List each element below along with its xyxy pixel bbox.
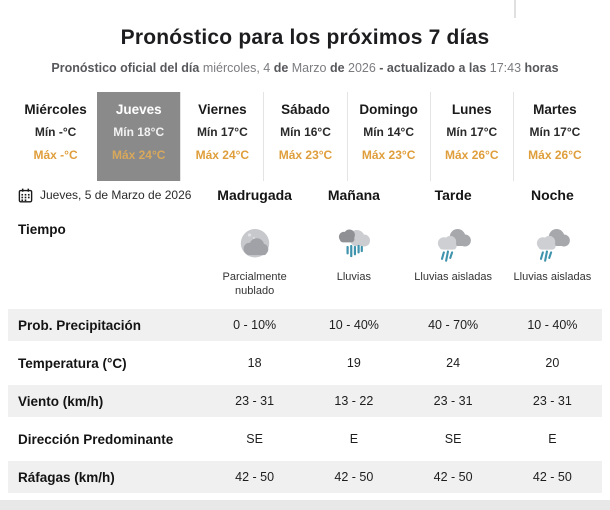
cell-value: 19 — [346, 356, 361, 370]
tab-day-label: Martes — [533, 102, 577, 117]
tab-max-temp: Máx 24°C — [195, 148, 250, 162]
cell-value: 24 — [446, 356, 461, 370]
subtitle-segment: 17:43 — [489, 61, 525, 75]
tab-max-temp: Máx 23°C — [278, 148, 333, 162]
tab-min-temp: Mín 14°C — [363, 125, 415, 139]
tab-lunes[interactable] — [430, 92, 513, 181]
divider — [514, 0, 516, 18]
column-header-manana: Mañana — [327, 187, 380, 203]
tab-min-temp: Mín 18°C — [113, 125, 165, 139]
forecast-subtitle — [0, 61, 610, 75]
cell-value: 42 - 50 — [532, 470, 572, 484]
cell-value: E — [349, 432, 359, 446]
row-label: Temperatura (°C) — [18, 355, 127, 371]
tab-jueves[interactable] — [97, 92, 180, 181]
column-header-noche: Noche — [530, 187, 574, 203]
selected-date — [18, 187, 191, 203]
tiempo-cells — [205, 224, 602, 298]
tab-max-temp: Máx 26°C — [528, 148, 582, 162]
cell-value: 10 - 40% — [527, 318, 578, 332]
tab-day-label: Miércoles — [24, 102, 87, 117]
weather-cell-noche — [503, 224, 602, 298]
weather-caption: Lluvias aisladas — [513, 271, 592, 283]
tab-max-temp: Máx 26°C — [445, 148, 499, 162]
column-header-madrugada: Madrugada — [217, 187, 292, 203]
cell-value: 42 - 50 — [235, 470, 275, 484]
subtitle-segment: de — [273, 61, 292, 75]
column-header-tarde: Tarde — [434, 187, 472, 203]
subtitle-segment: de — [329, 61, 349, 75]
tab-max-temp: Máx 23°C — [361, 148, 416, 162]
section-divider — [0, 500, 610, 510]
tab-martes[interactable] — [513, 92, 596, 181]
row-label: Ráfagas (km/h) — [18, 469, 115, 485]
tab-min-temp: Mín -°C — [34, 125, 77, 139]
tab-day-label: Jueves — [115, 102, 162, 117]
rain-icon — [304, 224, 403, 268]
subtitle-segment: - actualizado a las — [379, 61, 490, 75]
row-label-tiempo: Tiempo — [18, 222, 66, 237]
table-row-viento — [8, 382, 602, 420]
row-label: Prob. Precipitación — [18, 317, 142, 333]
cell-value: 13 - 22 — [334, 394, 374, 408]
partly-cloudy-night-icon — [205, 224, 304, 268]
weather-cell-manana — [304, 224, 403, 298]
cell-value: SE — [246, 432, 263, 446]
cell-value: 18 — [247, 356, 262, 370]
weather-cell-tarde — [404, 224, 503, 298]
weather-caption: Lluvias — [336, 271, 371, 283]
cell-value: 10 - 40% — [328, 318, 379, 332]
cell-value: 42 - 50 — [334, 470, 374, 484]
table-row-temperatura — [8, 344, 602, 382]
cell-value: 23 - 31 — [235, 394, 275, 408]
weather-caption: Parcialmente nublado — [222, 271, 287, 297]
tab-day-label: Lunes — [451, 102, 492, 117]
table-row-precipitacion — [8, 306, 602, 344]
day-tabs — [14, 92, 596, 177]
page-title: Pronóstico para los próximos 7 días — [120, 26, 490, 49]
tab-miercoles[interactable] — [14, 92, 97, 181]
cell-value: 23 - 31 — [433, 394, 473, 408]
tab-sabado[interactable] — [263, 92, 346, 181]
cell-value: 23 - 31 — [532, 394, 572, 408]
subtitle-segment: horas — [524, 61, 559, 75]
tab-min-temp: Mín 17°C — [529, 125, 581, 139]
tab-max-temp: Máx -°C — [33, 148, 78, 162]
tab-domingo[interactable] — [347, 92, 430, 181]
cell-value: SE — [444, 432, 462, 446]
isolated-rain-icon — [503, 224, 602, 268]
subtitle-segment: Pronóstico oficial del día — [51, 61, 203, 75]
row-label: Dirección Predominante — [18, 431, 174, 447]
forecast-table — [8, 306, 602, 496]
cell-value: E — [548, 432, 557, 446]
table-row-rafagas — [8, 458, 602, 496]
cell-value: 42 - 50 — [433, 470, 473, 484]
tab-day-label: Domingo — [359, 102, 418, 117]
tab-day-label: Viernes — [198, 102, 247, 117]
cell-value: 20 — [545, 356, 560, 370]
weather-caption: Lluvias aisladas — [414, 271, 492, 283]
table-row-direccion — [8, 420, 602, 458]
cell-value: 0 - 10% — [233, 318, 277, 332]
tab-min-temp: Mín 17°C — [196, 125, 248, 139]
tab-day-label: Sábado — [281, 102, 330, 117]
selected-date-label: Jueves, 5 de Marzo de 2026 — [40, 188, 192, 202]
tab-min-temp: Mín 17°C — [446, 125, 498, 139]
weather-cell-madrugada — [205, 224, 304, 298]
tab-min-temp: Mín 16°C — [280, 125, 331, 139]
subtitle-segment: Marzo — [291, 61, 330, 75]
tab-viernes[interactable] — [180, 92, 263, 181]
tab-max-temp: Máx 24°C — [111, 148, 166, 162]
calendar-icon — [18, 188, 33, 203]
cell-value: 40 - 70% — [428, 318, 479, 332]
subtitle-segment: 2026 — [348, 61, 380, 75]
row-label: Viento (km/h) — [18, 393, 104, 409]
subtitle-segment: miércoles, 4 — [202, 61, 274, 75]
isolated-rain-icon — [404, 224, 503, 268]
period-column-headers — [205, 187, 602, 203]
